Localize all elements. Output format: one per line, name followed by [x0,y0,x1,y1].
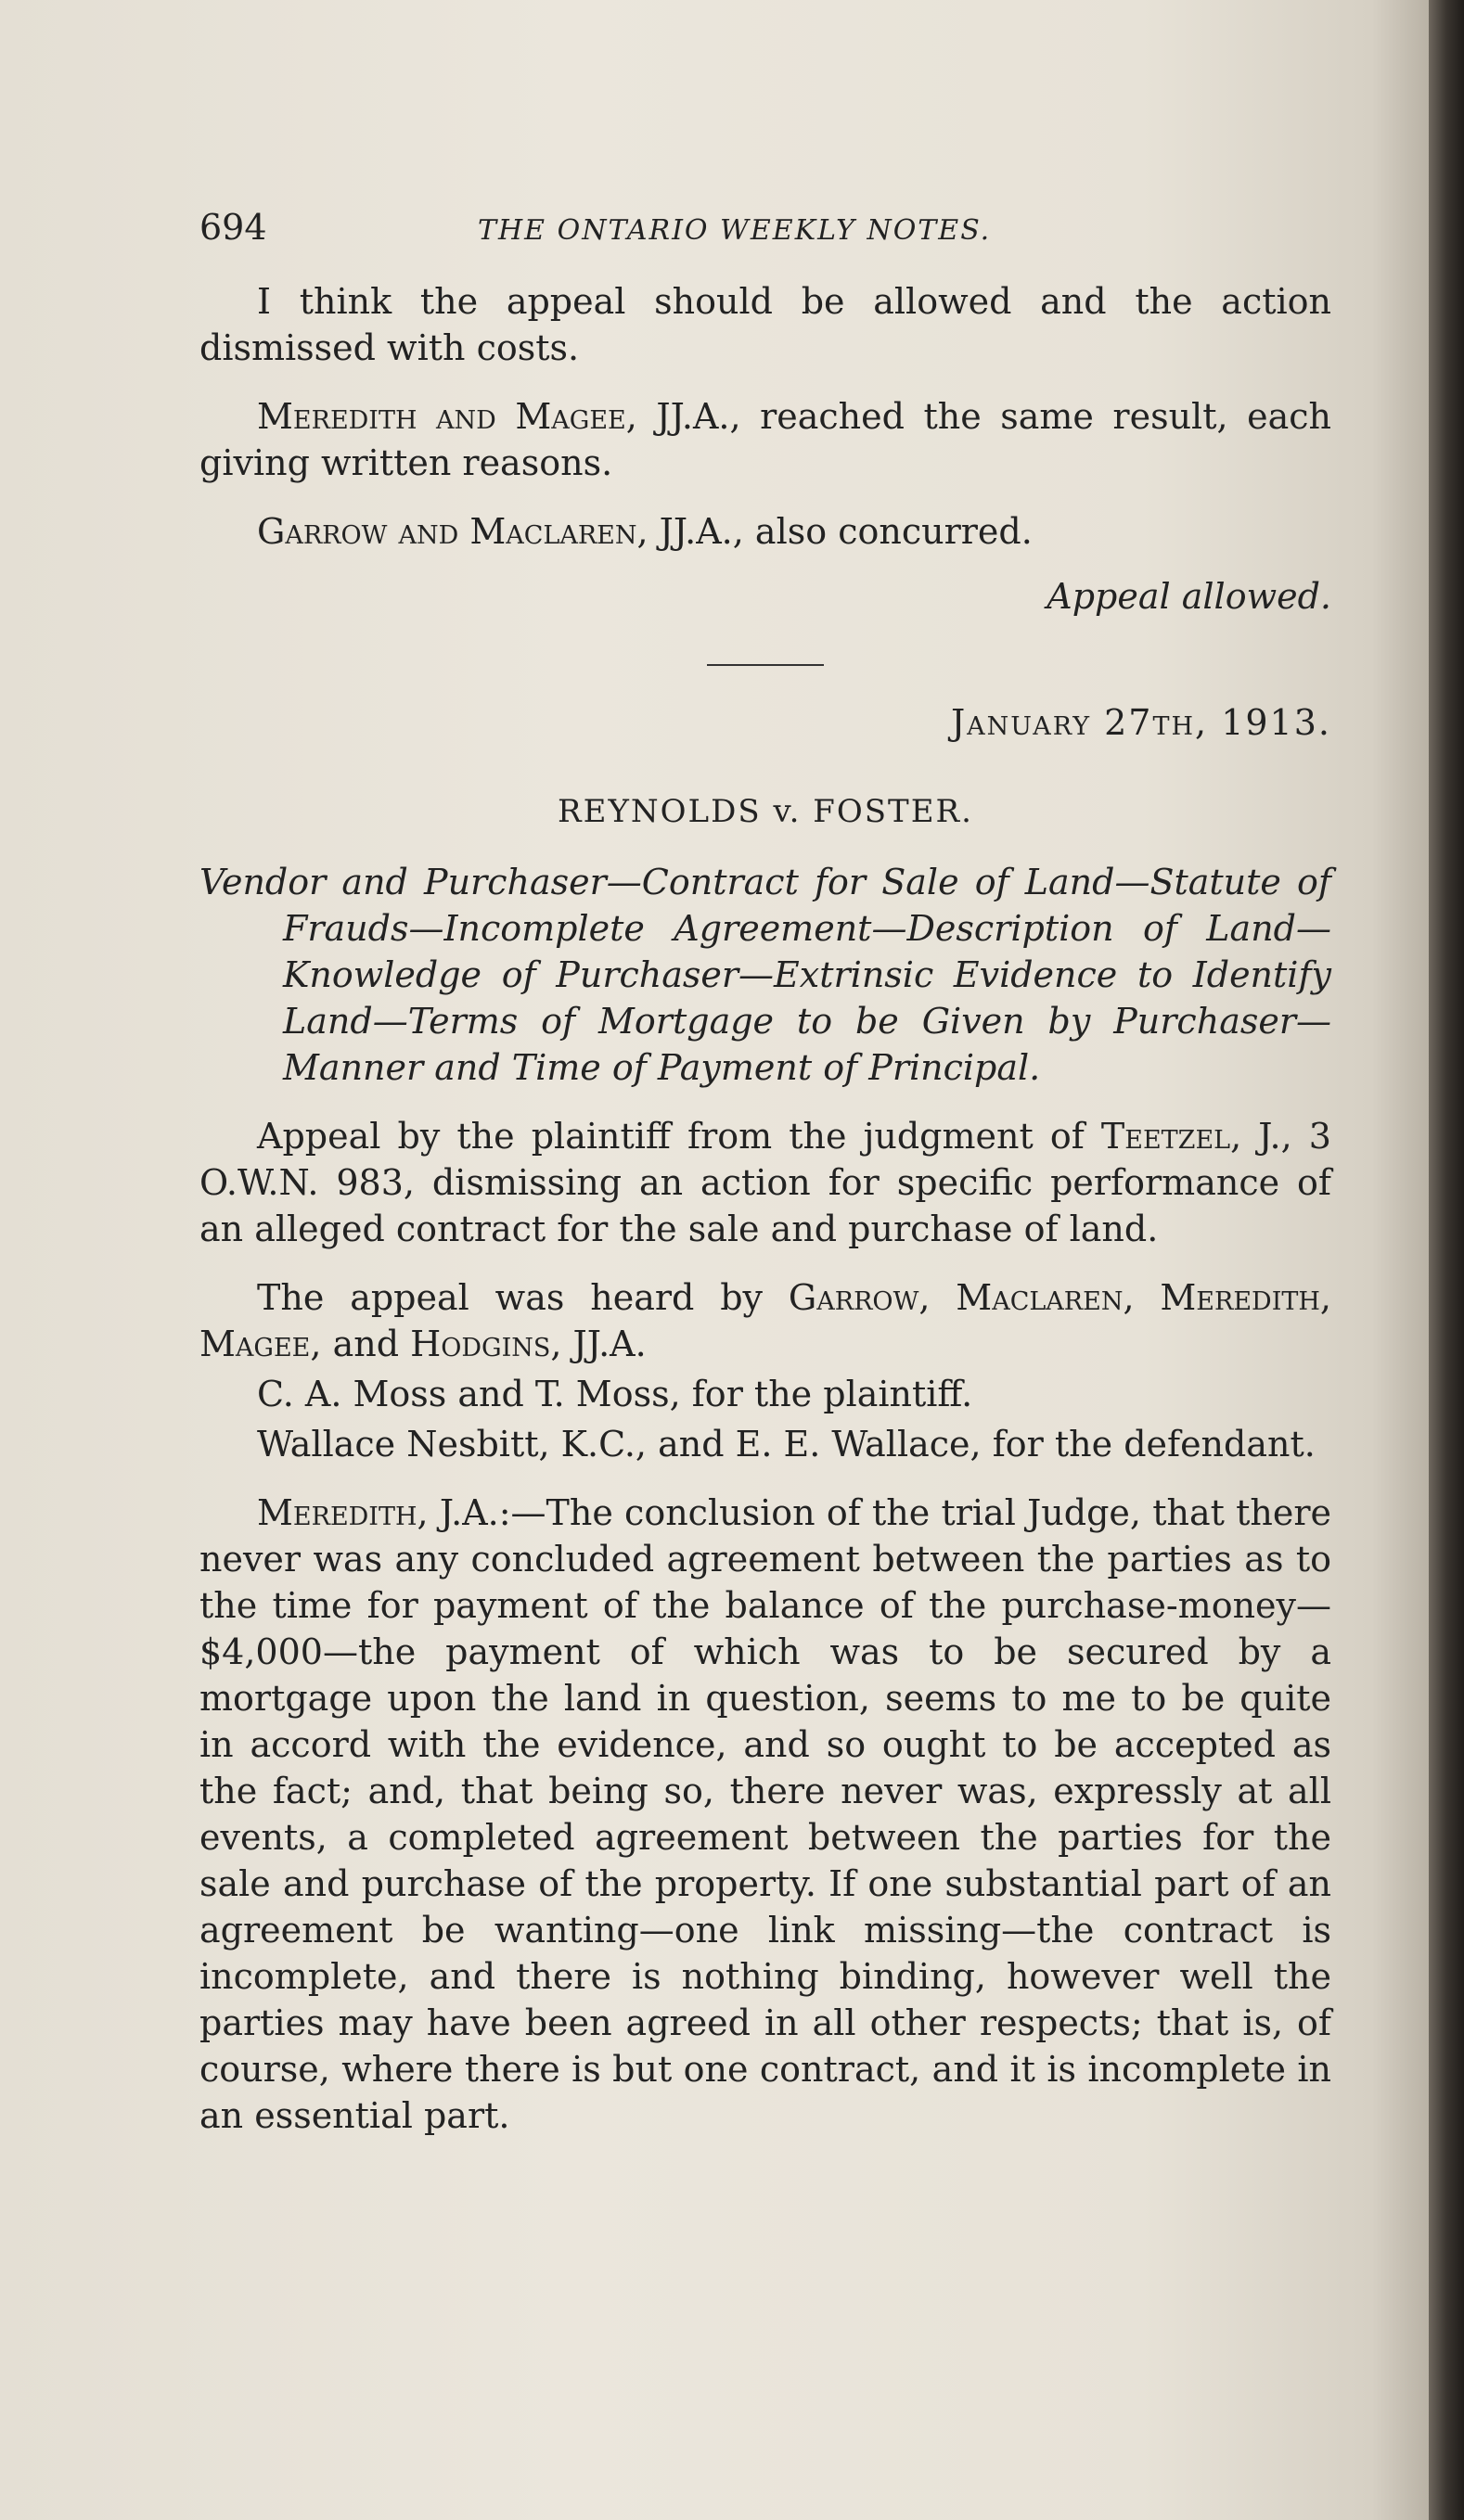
judge-name: Meredith, J.A. [257,1492,499,1533]
judge-names: Meredith and Magee, JJ.A., [257,396,741,437]
section-divider [707,664,824,666]
paragraph-heard-by [199,1274,1331,1367]
case-title: REYNOLDS v. FOSTER. [558,793,973,830]
paragraph-concurred [199,508,1331,555]
paragraph-text: JJ.A. [561,1324,647,1364]
paragraph-appeal [199,1113,1331,1252]
paragraph-text: also concurred. [743,511,1033,552]
judge-names: Garrow, Maclaren, Meredith, Magee, [199,1277,1332,1364]
running-head [199,204,1331,254]
paragraph-text: :—The conclusion of the trial Judge, that there never was any concluded agreement between the parties as to the time for payment of the balance of the purchase-money—$4,000—the payment of which was to be secured by a mortgage upon the land in question, seems to me to be quite in accord with the evidence, and so ought to be accepted as the fact; and, that being so, there never was, expressly at all events, a completed agreement between the parties for the sale and purchase of the property. If one substantial part of an agreement be wanting—one link missing—the contract is incomplete, and there is nothing binding, however well the parties may have been agreed in all other respects; that is, of course, where there is but one contract, and it is incomplete in an essential part. [199,1492,1331,2136]
page-text-block [199,204,1331,2139]
counsel-plaintiff: C. A. Moss and T. Moss, for the plaintiff. [257,1374,973,1414]
paragraph-text: 3 O.W.N. 983, dismissing an action for specific performance of an alleged contract for the sale and purchase of land. [199,1116,1331,1249]
counsel-defendant: Wallace Nesbitt, K.C., and E. E. Wallace, for the defendant. [257,1424,1316,1465]
judge-name: Teetzel, J., [1100,1116,1292,1157]
running-title: THE ONTARIO WEEKLY NOTES. [478,214,992,247]
page-number: 694 [199,207,267,248]
paragraph-disposition: I think the appeal should be allowed and the action dismissed with costs. [199,281,1331,368]
result-text: Appeal allowed. [1047,576,1331,617]
judge-name: Hodgins, [410,1324,562,1364]
paragraph-text: reached the same result, each giving written reasons. [199,396,1331,483]
headnote: Vendor and Purchaser—Contract for Sale of Land—Statute of Frauds—Incomplete Agreement—Description of Land—Knowledge of Purchaser—Extrinsic Evidence to Identify Land—Terms of Mortgage to be Given by Purchaser—Manner and Time of Payment of Principal. [199,862,1331,1088]
paragraph-judgment [199,1490,1331,2139]
paragraph-concurring-reasons [199,393,1331,486]
paragraph-text: The appeal was heard by [257,1277,789,1318]
result-line [199,573,1331,620]
paragraph-text: and [321,1324,411,1364]
paragraph-text: Appeal by the plaintiff from the judgment of [257,1116,1101,1157]
decision-date: January 27th, 1913. [950,702,1331,743]
book-spine-edge [1429,0,1464,2520]
judge-names: Garrow and Maclaren, JJ.A., [257,511,744,552]
